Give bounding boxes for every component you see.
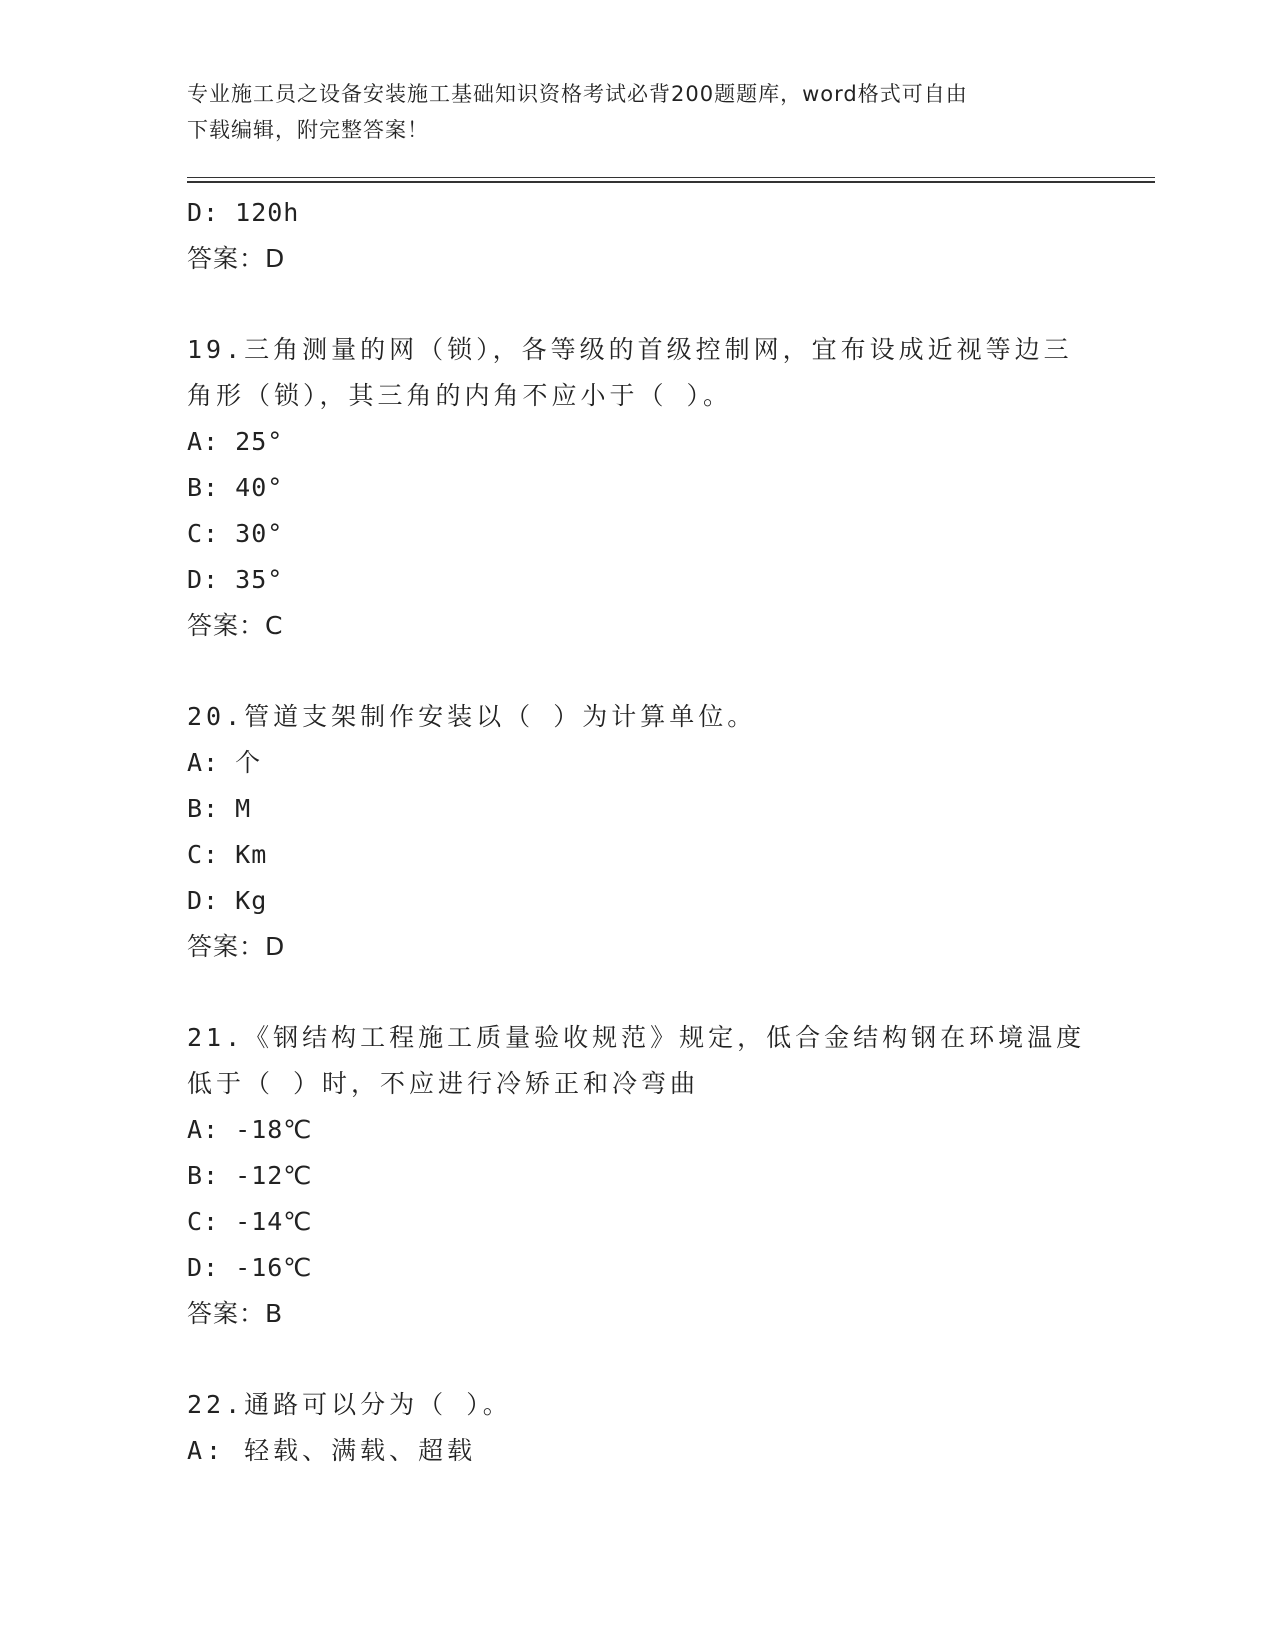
question-21-option-c: C: -14℃: [187, 1207, 313, 1236]
question-22-text-1: 22.通路可以分为（ ）。: [187, 1390, 512, 1419]
question-22-option-a: A: 轻载、满载、超载: [187, 1436, 477, 1465]
question-20-option-c: C: Km: [187, 840, 268, 869]
question-list: [187, 190, 1087, 1474]
header-line-1: 专业施工员之设备安装施工基础知识资格考试必背200题题库，word格式可自由: [187, 82, 968, 106]
prev-answer: 答案：D: [187, 244, 286, 273]
question-19-text-2: 角形（锁），其三角的内角不应小于（ ）。: [187, 381, 733, 410]
question-19-option-a: A: 25°: [187, 427, 284, 456]
question-19-option-d: D: 35°: [187, 565, 284, 594]
header-rule-thin: [187, 177, 1155, 178]
question-21-text-1: 21.《钢结构工程施工质量验收规范》规定，低合金结构钢在环境温度: [187, 1023, 1086, 1052]
question-19-answer: 答案：C: [187, 611, 284, 640]
question-20: [187, 694, 1087, 970]
page-header: [187, 76, 1087, 148]
question-20-option-a: A: 个: [187, 748, 262, 777]
question-19-option-b: B: 40°: [187, 473, 284, 502]
prev-option-d: D: 120h: [187, 198, 300, 227]
question-19-text-1: 19.三角测量的网（锁），各等级的首级控制网，宜布设成近视等边三: [187, 335, 1073, 364]
question-20-option-b: B: M: [187, 794, 252, 823]
question-20-answer: 答案：D: [187, 932, 286, 961]
question-19-option-c: C: 30°: [187, 519, 284, 548]
question-21: [187, 1015, 1087, 1337]
question-21-option-a: A: -18℃: [187, 1115, 313, 1144]
header-line-2: 下载编辑，附完整答案！: [187, 118, 429, 142]
question-19: [187, 327, 1087, 649]
question-21-option-b: B: -12℃: [187, 1161, 313, 1190]
question-21-option-d: D: -16℃: [187, 1253, 313, 1282]
question-21-text-2: 低于（ ）时，不应进行冷矫正和冷弯曲: [187, 1069, 700, 1098]
question-20-option-d: D: Kg: [187, 886, 268, 915]
question-22: [187, 1382, 1087, 1474]
question-20-text-1: 20.管道支架制作安装以（ ）为计算单位。: [187, 702, 757, 731]
header-rule-thick: [187, 181, 1155, 183]
question-21-answer: 答案：B: [187, 1299, 284, 1328]
